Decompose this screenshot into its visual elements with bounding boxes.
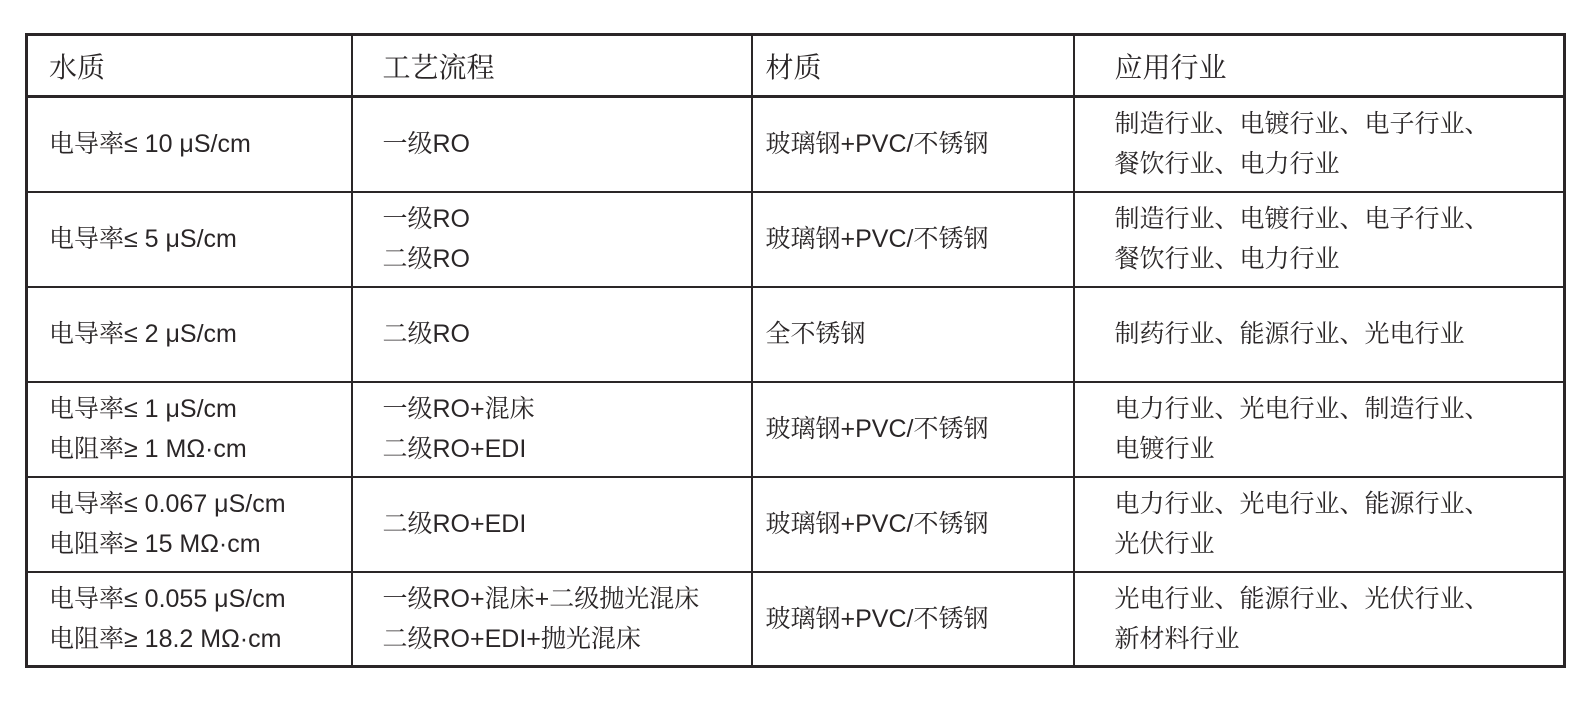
header-row [27,35,1565,97]
water-quality-line: 电导率≤ 5 μS/cm [49,225,237,253]
cell-industries [1074,97,1565,192]
process-line: 一级RO [382,130,471,159]
process-line: 一级RO+混床+二级抛光混床 [382,584,700,613]
material-text: 玻璃钢+PVC/不锈钢 [765,130,989,159]
process-line: 二级RO+EDI+抛光混床 [382,624,641,653]
table-row [27,382,1565,477]
cell-process [352,192,752,287]
cell-material [752,382,1074,477]
industry-line: 电力行业、光电行业、能源行业、 [1114,490,1490,518]
table-row [27,192,1565,287]
water-quality-line: 电阻率≥ 18.2 MΩ·cm [49,624,282,653]
cell-process [352,477,752,572]
cell-process [352,382,752,477]
industry-line: 餐饮行业、电力行业 [1114,150,1340,179]
col-header-water-quality: 水质 [27,35,352,97]
cell-material [752,477,1074,572]
cell-water-quality [27,192,352,287]
table-row [27,97,1565,192]
cell-material [752,287,1074,382]
cell-process [352,572,752,667]
process-line: 一级RO+混床 [382,395,535,423]
process-line: 二级RO [382,245,471,273]
industry-line: 电力行业、光电行业、制造行业、 [1114,395,1490,423]
industry-line: 新材料行业 [1114,624,1240,653]
water-quality-line: 电导率≤ 0.055 μS/cm [49,584,286,613]
process-line: 二级RO [382,320,471,348]
industry-line: 制药行业、能源行业、光电行业 [1114,320,1465,348]
cell-water-quality [27,477,352,572]
water-quality-spec-table [25,33,1566,668]
table-row [27,477,1565,572]
cell-material [752,192,1074,287]
water-quality-line: 电导率≤ 1 μS/cm [49,395,237,423]
industry-line: 光电行业、能源行业、光伏行业、 [1114,584,1490,613]
material-text: 玻璃钢+PVC/不锈钢 [765,510,989,538]
industry-line: 制造行业、电镀行业、电子行业、 [1114,205,1490,233]
process-line: 二级RO+EDI [382,435,527,463]
col-header-process: 工艺流程 [352,35,752,97]
cell-process [352,287,752,382]
material-text: 玻璃钢+PVC/不锈钢 [765,604,989,633]
table-row [27,287,1565,382]
industry-line: 电镀行业 [1114,435,1215,463]
cell-process [352,97,752,192]
col-header-industries: 应用行业 [1074,35,1565,97]
cell-industries [1074,287,1565,382]
water-quality-line: 电导率≤ 0.067 μS/cm [49,490,286,518]
cell-material [752,572,1074,667]
water-quality-line: 电阻率≥ 15 MΩ·cm [49,530,261,558]
cell-water-quality [27,287,352,382]
industry-line: 制造行业、电镀行业、电子行业、 [1114,110,1490,139]
col-header-material: 材质 [752,35,1074,97]
industry-line: 餐饮行业、电力行业 [1114,245,1340,273]
material-text: 玻璃钢+PVC/不锈钢 [765,225,989,253]
cell-material [752,97,1074,192]
industry-line: 光伏行业 [1114,530,1215,558]
process-line: 一级RO [382,205,471,233]
material-text: 全不锈钢 [765,320,866,348]
cell-industries [1074,192,1565,287]
process-line: 二级RO+EDI [382,510,527,538]
water-quality-line: 电导率≤ 10 μS/cm [49,130,251,159]
water-quality-line: 电阻率≥ 1 MΩ·cm [49,435,247,463]
cell-water-quality [27,572,352,667]
table-row [27,572,1565,667]
cell-water-quality [27,382,352,477]
cell-industries [1074,382,1565,477]
water-quality-line: 电导率≤ 2 μS/cm [49,320,237,348]
cell-industries [1074,477,1565,572]
cell-water-quality [27,97,352,192]
cell-industries [1074,572,1565,667]
material-text: 玻璃钢+PVC/不锈钢 [765,415,989,443]
